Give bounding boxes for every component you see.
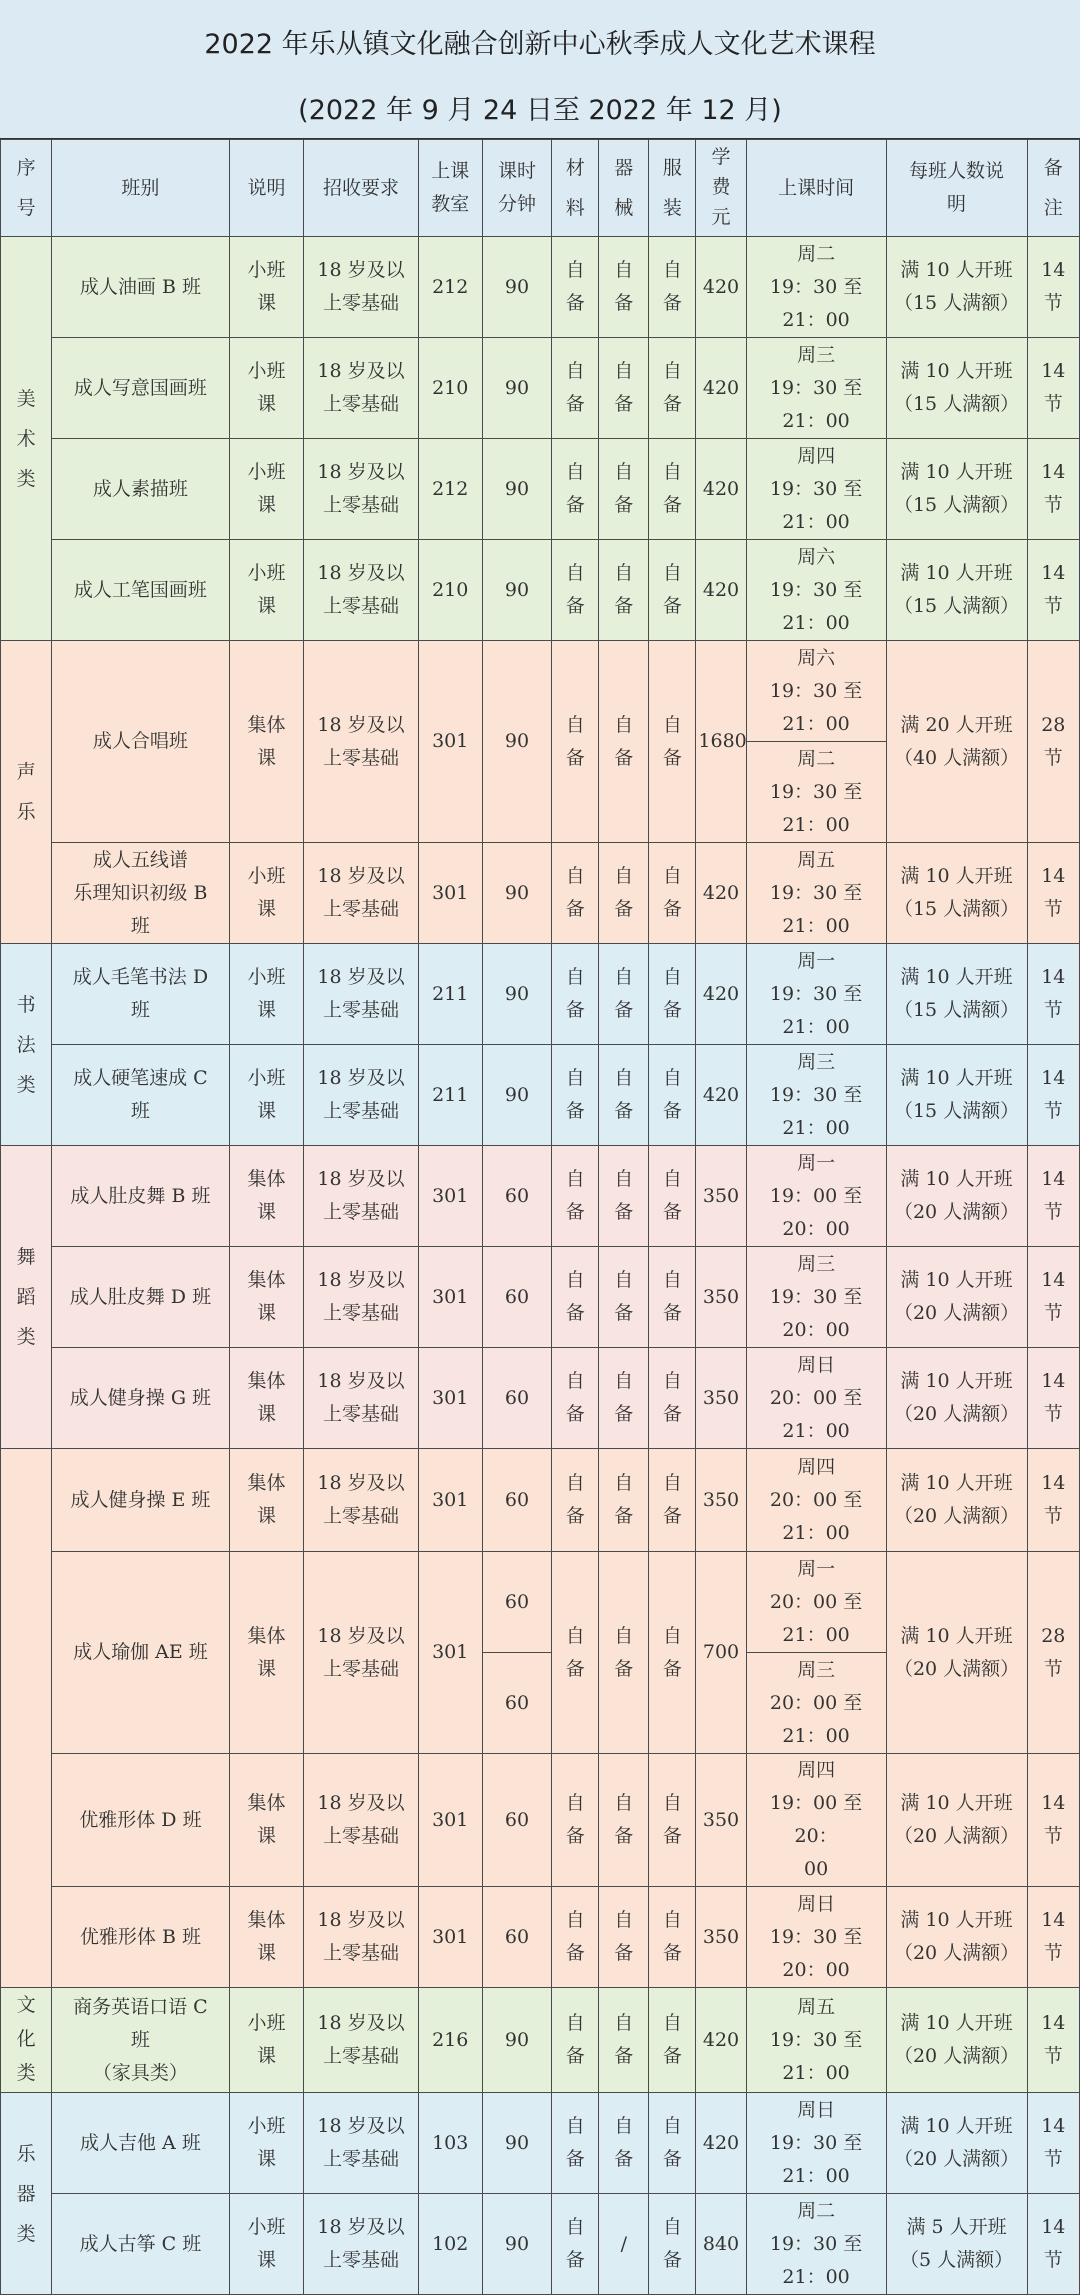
class-equipment: 自 备 xyxy=(599,1552,649,1754)
class-req: 18 岁及以 上零基础 xyxy=(304,1754,418,1887)
class-req: 18 岁及以 上零基础 xyxy=(304,641,418,843)
table-row xyxy=(1,1449,1080,1552)
header-cell: 序号 xyxy=(1,140,52,237)
class-note: 14 节 xyxy=(1027,338,1079,439)
class-req: 18 岁及以 上零基础 xyxy=(304,2194,418,2295)
header-cell: 器械 xyxy=(599,140,649,237)
class-minutes: 90 xyxy=(482,641,551,843)
category-cell: 美术类 xyxy=(1,237,52,641)
class-desc: 集体 课 xyxy=(229,641,304,843)
class-clothing: 自 备 xyxy=(649,1988,696,2093)
class-time: 周日 19：30 至 20：00 xyxy=(746,1887,886,1988)
class-name: 成人古筝 C 班 xyxy=(52,2194,229,2295)
class-req: 18 岁及以 上零基础 xyxy=(304,439,418,540)
class-size: 满 10 人开班 （15 人满额） xyxy=(886,944,1027,1045)
class-minutes: 60 xyxy=(482,1887,551,1988)
class-room: 211 xyxy=(418,1045,482,1146)
class-room: 212 xyxy=(418,439,482,540)
class-equipment: 自 备 xyxy=(599,1348,649,1449)
class-material: 自 备 xyxy=(552,1247,599,1348)
class-size: 满 10 人开班 （15 人满额） xyxy=(886,540,1027,641)
class-size: 满 10 人开班 （20 人满额） xyxy=(886,1146,1027,1247)
table-row xyxy=(1,540,1080,641)
class-material: 自 备 xyxy=(552,1754,599,1887)
table-row xyxy=(1,1887,1080,1988)
class-clothing: 自 备 xyxy=(649,1754,696,1887)
table-row xyxy=(1,1045,1080,1146)
class-note: 14 节 xyxy=(1027,1887,1079,1988)
class-desc: 集体 课 xyxy=(229,1146,304,1247)
class-minutes: 90 xyxy=(482,2093,551,2194)
class-minutes: 90 xyxy=(482,540,551,641)
class-desc: 小班 课 xyxy=(229,237,304,338)
header-row xyxy=(1,140,1080,237)
class-desc: 小班 课 xyxy=(229,944,304,1045)
class-fee: 420 xyxy=(696,944,746,1045)
category-cell: 文化类 xyxy=(1,1988,52,2093)
class-time: 周五 19：30 至 21：00 xyxy=(746,1988,886,2093)
class-desc: 集体 课 xyxy=(229,1449,304,1552)
class-note: 14 节 xyxy=(1027,1449,1079,1552)
class-name: 优雅形体 B 班 xyxy=(52,1887,229,1988)
class-time: 周三 19：30 至 21：00 xyxy=(746,1045,886,1146)
class-desc: 小班 课 xyxy=(229,439,304,540)
class-time: 周二 19：30 至 21：00 xyxy=(746,2194,886,2295)
class-time: 周二 19：30 至 21：00 xyxy=(746,237,886,338)
class-size: 满 10 人开班 （15 人满额） xyxy=(886,1045,1027,1146)
class-fee: 350 xyxy=(696,1887,746,1988)
class-note: 14 节 xyxy=(1027,1146,1079,1247)
class-fee: 420 xyxy=(696,439,746,540)
class-req: 18 岁及以 上零基础 xyxy=(304,843,418,944)
class-minutes: 60 xyxy=(482,1754,551,1887)
class-equipment: 自 备 xyxy=(599,2093,649,2194)
table-row xyxy=(1,1348,1080,1449)
class-name: 成人肚皮舞 B 班 xyxy=(52,1146,229,1247)
class-fee: 840 xyxy=(696,2194,746,2295)
class-req: 18 岁及以 上零基础 xyxy=(304,1887,418,1988)
class-name: 优雅形体 D 班 xyxy=(52,1754,229,1887)
class-minutes: 90 xyxy=(482,843,551,944)
class-clothing: 自 备 xyxy=(649,641,696,843)
class-room: 102 xyxy=(418,2194,482,2295)
class-time: 周四 19：30 至 21：00 xyxy=(746,439,886,540)
class-note: 14 节 xyxy=(1027,540,1079,641)
class-room: 301 xyxy=(418,843,482,944)
table-row xyxy=(1,1988,1080,2093)
table-row xyxy=(1,1146,1080,1247)
class-time: 周日 19：30 至 21：00 xyxy=(746,2093,886,2194)
class-size: 满 10 人开班 （20 人满额） xyxy=(886,1247,1027,1348)
class-time: 周三 19：30 至 21：00 xyxy=(746,338,886,439)
class-material: 自 备 xyxy=(552,439,599,540)
table-row xyxy=(1,1247,1080,1348)
class-minutes: 90 xyxy=(482,237,551,338)
course-table xyxy=(0,139,1080,2295)
page-title: 2022 年乐从镇文化融合创新中心秋季成人文化艺术课程 xyxy=(204,29,876,60)
class-size: 满 10 人开班 （15 人满额） xyxy=(886,237,1027,338)
class-name: 成人瑜伽 AE 班 xyxy=(52,1552,229,1754)
class-desc: 集体 课 xyxy=(229,1754,304,1887)
class-name: 成人健身操 G 班 xyxy=(52,1348,229,1449)
header-cell: 说明 xyxy=(229,140,304,237)
table-row xyxy=(1,2194,1080,2295)
header-cell: 课时分钟 xyxy=(482,140,551,237)
class-time: 周二 19：30 至 21：00 xyxy=(746,742,886,843)
class-room: 210 xyxy=(418,338,482,439)
class-minutes: 90 xyxy=(482,1045,551,1146)
class-equipment: 自 备 xyxy=(599,1146,649,1247)
class-minutes: 90 xyxy=(482,439,551,540)
class-time: 周三 19：30 至 20：00 xyxy=(746,1247,886,1348)
class-desc: 小班 课 xyxy=(229,843,304,944)
page-subtitle: (2022 年 9 月 24 日至 2022 年 12 月) xyxy=(298,95,782,126)
class-note: 14 节 xyxy=(1027,1988,1079,2093)
class-minutes: 90 xyxy=(482,1988,551,2093)
class-size: 满 10 人开班 （20 人满额） xyxy=(886,2093,1027,2194)
class-room: 301 xyxy=(418,1449,482,1552)
class-fee: 700 xyxy=(696,1552,746,1754)
class-minutes: 60 xyxy=(482,1247,551,1348)
class-fee: 1680 xyxy=(696,641,746,843)
class-time: 周一 19：30 至 21：00 xyxy=(746,944,886,1045)
class-desc: 小班 课 xyxy=(229,540,304,641)
class-minutes: 90 xyxy=(482,944,551,1045)
class-size: 满 10 人开班 （20 人满额） xyxy=(886,1988,1027,2093)
class-name: 成人吉他 A 班 xyxy=(52,2093,229,2194)
class-equipment: 自 备 xyxy=(599,1045,649,1146)
class-desc: 小班 课 xyxy=(229,1988,304,2093)
class-req: 18 岁及以 上零基础 xyxy=(304,1449,418,1552)
class-time: 周一 20：00 至 21：00 xyxy=(746,1552,886,1653)
table-row xyxy=(1,237,1080,338)
class-name: 成人硬笔速成 C 班 xyxy=(52,1045,229,1146)
class-clothing: 自 备 xyxy=(649,1146,696,1247)
class-note: 14 节 xyxy=(1027,2093,1079,2194)
class-name: 成人毛笔书法 D 班 xyxy=(52,944,229,1045)
class-req: 18 岁及以 上零基础 xyxy=(304,1247,418,1348)
class-equipment: 自 备 xyxy=(599,338,649,439)
class-minutes: 60 xyxy=(482,1552,551,1653)
class-note: 14 节 xyxy=(1027,843,1079,944)
class-clothing: 自 备 xyxy=(649,2194,696,2295)
class-clothing: 自 备 xyxy=(649,540,696,641)
class-material: 自 备 xyxy=(552,843,599,944)
class-room: 103 xyxy=(418,2093,482,2194)
class-room: 216 xyxy=(418,1988,482,2093)
class-equipment: 自 备 xyxy=(599,237,649,338)
class-material: 自 备 xyxy=(552,2194,599,2295)
class-fee: 420 xyxy=(696,1988,746,2093)
class-desc: 集体 课 xyxy=(229,1348,304,1449)
class-clothing: 自 备 xyxy=(649,1449,696,1552)
class-note: 14 节 xyxy=(1027,1754,1079,1887)
class-clothing: 自 备 xyxy=(649,237,696,338)
class-minutes: 60 xyxy=(482,1449,551,1552)
class-material: 自 备 xyxy=(552,944,599,1045)
class-equipment: 自 备 xyxy=(599,1754,649,1887)
class-material: 自 备 xyxy=(552,2093,599,2194)
table-row xyxy=(1,641,1080,742)
class-equipment: / xyxy=(599,2194,649,2295)
class-name: 成人健身操 E 班 xyxy=(52,1449,229,1552)
header-cell: 材料 xyxy=(552,140,599,237)
header-cell: 备注 xyxy=(1027,140,1079,237)
class-minutes: 60 xyxy=(482,1653,551,1754)
class-size: 满 5 人开班 （5 人满额） xyxy=(886,2194,1027,2295)
table-row xyxy=(1,944,1080,1045)
class-desc: 集体 课 xyxy=(229,1887,304,1988)
class-req: 18 岁及以 上零基础 xyxy=(304,237,418,338)
class-note: 14 节 xyxy=(1027,1247,1079,1348)
class-name: 成人合唱班 xyxy=(52,641,229,843)
class-time: 周四 20：00 至 21：00 xyxy=(746,1449,886,1552)
class-room: 301 xyxy=(418,1146,482,1247)
class-equipment: 自 备 xyxy=(599,540,649,641)
class-equipment: 自 备 xyxy=(599,641,649,843)
class-size: 满 10 人开班 （20 人满额） xyxy=(886,1348,1027,1449)
class-time: 周四 19：00 至 20： 00 xyxy=(746,1754,886,1887)
class-material: 自 备 xyxy=(552,641,599,843)
class-note: 14 节 xyxy=(1027,944,1079,1045)
class-equipment: 自 备 xyxy=(599,1988,649,2093)
class-note: 14 节 xyxy=(1027,1045,1079,1146)
class-clothing: 自 备 xyxy=(649,1247,696,1348)
class-note: 28 节 xyxy=(1027,1552,1079,1754)
class-room: 301 xyxy=(418,1247,482,1348)
class-room: 301 xyxy=(418,641,482,843)
table-row xyxy=(1,843,1080,944)
class-room: 210 xyxy=(418,540,482,641)
class-material: 自 备 xyxy=(552,1449,599,1552)
class-fee: 420 xyxy=(696,237,746,338)
class-note: 14 节 xyxy=(1027,439,1079,540)
class-note: 14 节 xyxy=(1027,1348,1079,1449)
class-req: 18 岁及以 上零基础 xyxy=(304,2093,418,2194)
class-material: 自 备 xyxy=(552,338,599,439)
class-clothing: 自 备 xyxy=(649,1348,696,1449)
class-name: 成人写意国画班 xyxy=(52,338,229,439)
class-clothing: 自 备 xyxy=(649,2093,696,2194)
class-req: 18 岁及以 上零基础 xyxy=(304,1045,418,1146)
class-equipment: 自 备 xyxy=(599,843,649,944)
class-room: 301 xyxy=(418,1552,482,1754)
class-material: 自 备 xyxy=(552,1552,599,1754)
class-equipment: 自 备 xyxy=(599,944,649,1045)
header-cell: 学费元 xyxy=(696,140,746,237)
class-fee: 420 xyxy=(696,843,746,944)
table-row xyxy=(1,1754,1080,1887)
class-size: 满 10 人开班 （20 人满额） xyxy=(886,1552,1027,1754)
class-fee: 420 xyxy=(696,1045,746,1146)
class-room: 301 xyxy=(418,1754,482,1887)
class-material: 自 备 xyxy=(552,1045,599,1146)
table-row xyxy=(1,439,1080,540)
class-desc: 集体 课 xyxy=(229,1552,304,1754)
class-material: 自 备 xyxy=(552,237,599,338)
table-row xyxy=(1,1552,1080,1653)
category-cell-empty xyxy=(1,1449,52,1988)
class-room: 212 xyxy=(418,237,482,338)
class-note: 28 节 xyxy=(1027,641,1079,843)
class-fee: 350 xyxy=(696,1754,746,1887)
class-clothing: 自 备 xyxy=(649,944,696,1045)
class-size: 满 10 人开班 （20 人满额） xyxy=(886,1754,1027,1887)
header-cell: 上课教室 xyxy=(418,140,482,237)
class-equipment: 自 备 xyxy=(599,1247,649,1348)
header-cell: 班别 xyxy=(52,140,229,237)
class-size: 满 10 人开班 （15 人满额） xyxy=(886,439,1027,540)
class-equipment: 自 备 xyxy=(599,439,649,540)
header-cell: 上课时间 xyxy=(746,140,886,237)
class-note: 14 节 xyxy=(1027,2194,1079,2295)
class-clothing: 自 备 xyxy=(649,843,696,944)
header-cell: 服装 xyxy=(649,140,696,237)
category-cell: 声乐 xyxy=(1,641,52,944)
class-size: 满 10 人开班 （15 人满额） xyxy=(886,338,1027,439)
class-fee: 350 xyxy=(696,1247,746,1348)
title-block xyxy=(0,0,1080,140)
class-material: 自 备 xyxy=(552,540,599,641)
class-time: 周六 19：30 至 21：00 xyxy=(746,540,886,641)
class-equipment: 自 备 xyxy=(599,1887,649,1988)
class-req: 18 岁及以 上零基础 xyxy=(304,1146,418,1247)
category-cell: 书法类 xyxy=(1,944,52,1146)
class-fee: 420 xyxy=(696,2093,746,2194)
class-clothing: 自 备 xyxy=(649,1552,696,1754)
class-name: 成人五线谱 乐理知识初级 B 班 xyxy=(52,843,229,944)
class-req: 18 岁及以 上零基础 xyxy=(304,1348,418,1449)
class-name: 成人工笔国画班 xyxy=(52,540,229,641)
class-time: 周三 20：00 至 21：00 xyxy=(746,1653,886,1754)
class-name: 商务英语口语 C 班 （家具类） xyxy=(52,1988,229,2093)
class-clothing: 自 备 xyxy=(649,338,696,439)
table-row xyxy=(1,338,1080,439)
class-desc: 小班 课 xyxy=(229,2194,304,2295)
class-time: 周一 19：00 至 20：00 xyxy=(746,1146,886,1247)
class-req: 18 岁及以 上零基础 xyxy=(304,540,418,641)
class-equipment: 自 备 xyxy=(599,1449,649,1552)
class-clothing: 自 备 xyxy=(649,1045,696,1146)
class-size: 满 10 人开班 （20 人满额） xyxy=(886,1887,1027,1988)
class-size: 满 20 人开班 （40 人满额） xyxy=(886,641,1027,843)
class-desc: 小班 课 xyxy=(229,2093,304,2194)
class-name: 成人肚皮舞 D 班 xyxy=(52,1247,229,1348)
class-fee: 350 xyxy=(696,1449,746,1552)
class-material: 自 备 xyxy=(552,1348,599,1449)
header-cell: 招收要求 xyxy=(304,140,418,237)
class-time: 周五 19：30 至 21：00 xyxy=(746,843,886,944)
class-room: 301 xyxy=(418,1887,482,1988)
header-cell: 每班人数说明 xyxy=(886,140,1027,237)
class-clothing: 自 备 xyxy=(649,439,696,540)
category-cell: 舞蹈类 xyxy=(1,1146,52,1449)
class-size: 满 10 人开班 （20 人满额） xyxy=(886,1449,1027,1552)
class-time: 周日 20：00 至 21：00 xyxy=(746,1348,886,1449)
class-fee: 350 xyxy=(696,1348,746,1449)
class-minutes: 90 xyxy=(482,2194,551,2295)
class-desc: 集体 课 xyxy=(229,1247,304,1348)
class-desc: 小班 课 xyxy=(229,1045,304,1146)
class-note: 14 节 xyxy=(1027,237,1079,338)
class-minutes: 60 xyxy=(482,1146,551,1247)
class-clothing: 自 备 xyxy=(649,1887,696,1988)
class-room: 301 xyxy=(418,1348,482,1449)
table-row xyxy=(1,2093,1080,2194)
class-req: 18 岁及以 上零基础 xyxy=(304,338,418,439)
class-req: 18 岁及以 上零基础 xyxy=(304,1988,418,2093)
class-fee: 420 xyxy=(696,338,746,439)
class-minutes: 90 xyxy=(482,338,551,439)
class-fee: 420 xyxy=(696,540,746,641)
class-size: 满 10 人开班 （15 人满额） xyxy=(886,843,1027,944)
class-material: 自 备 xyxy=(552,1146,599,1247)
class-time: 周六 19：30 至 21：00 xyxy=(746,641,886,742)
class-req: 18 岁及以 上零基础 xyxy=(304,944,418,1045)
class-fee: 350 xyxy=(696,1146,746,1247)
class-name: 成人油画 B 班 xyxy=(52,237,229,338)
class-minutes: 60 xyxy=(482,1348,551,1449)
category-cell: 乐器类 xyxy=(1,2093,52,2295)
class-room: 211 xyxy=(418,944,482,1045)
class-desc: 小班 课 xyxy=(229,338,304,439)
class-req: 18 岁及以 上零基础 xyxy=(304,1552,418,1754)
class-material: 自 备 xyxy=(552,1988,599,2093)
class-material: 自 备 xyxy=(552,1887,599,1988)
class-name: 成人素描班 xyxy=(52,439,229,540)
